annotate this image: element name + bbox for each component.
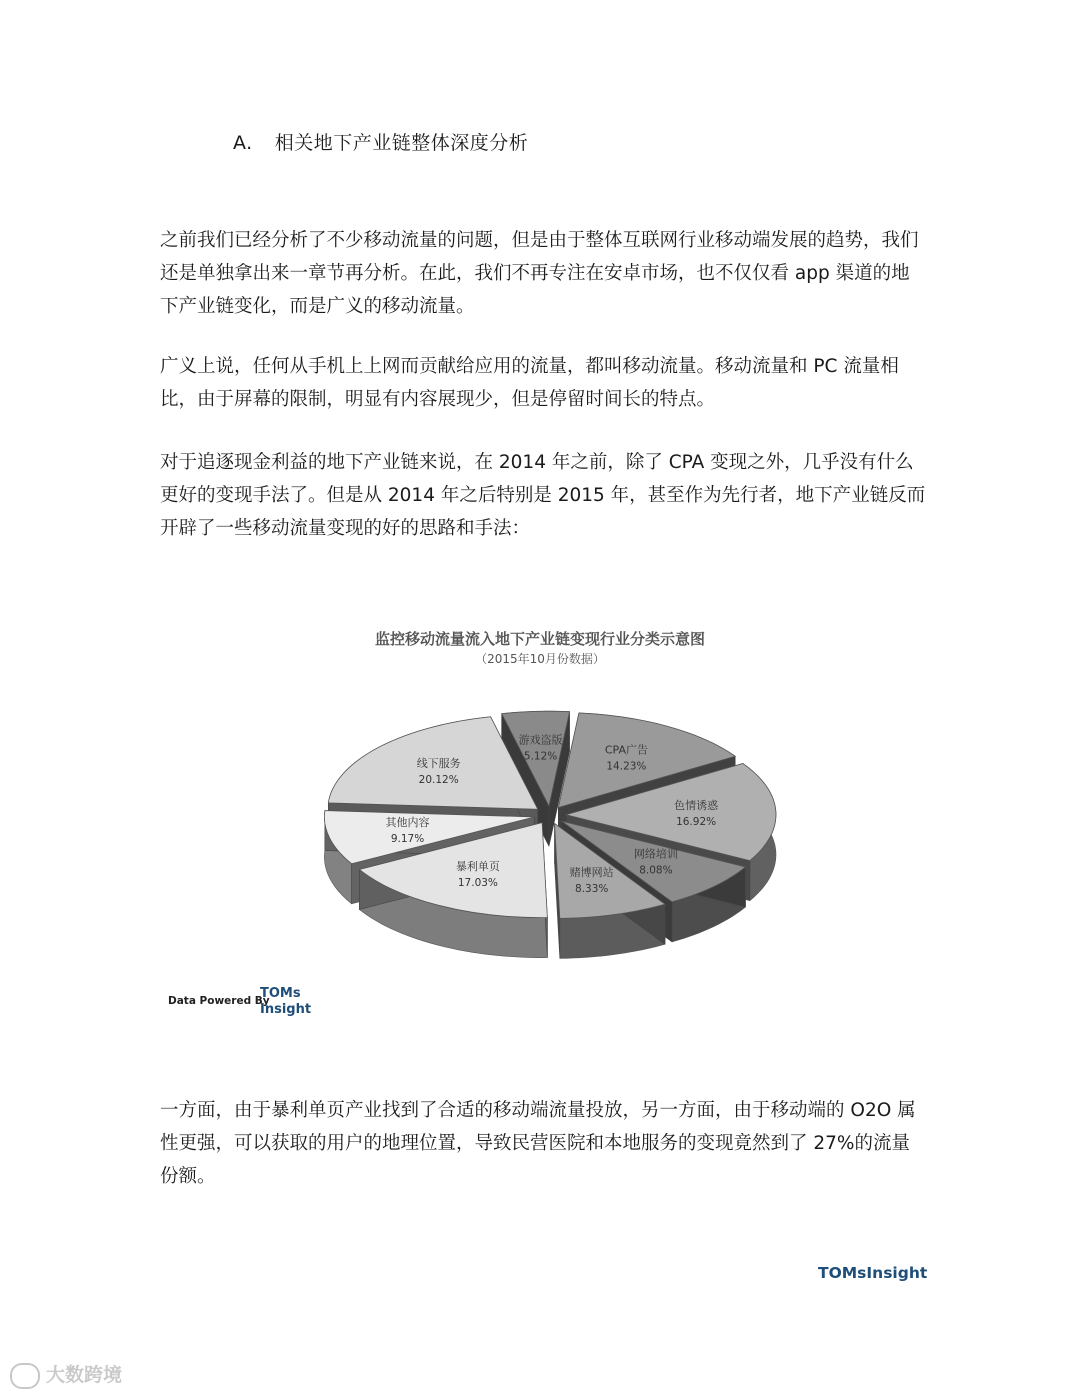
pie-slice-value: 5.12% <box>523 750 558 763</box>
paragraph-line: 还是单独拿出来一章节再分析。在此，我们不再专注在安卓市场，也不仅仅看 app 渠道的地 <box>160 263 910 284</box>
paragraph-line: 广义上说，任何从手机上上网而贡献给应用的流量，都叫移动流量。移动流量和 PC 流量相 <box>160 356 899 377</box>
paragraph-line: 更好的变现手法了。但是从 2014 年之后特别是 2015 年，甚至作为先行者，地下产业链反而 <box>160 485 926 506</box>
pie-slice-value: 20.12% <box>418 774 459 787</box>
chart-subtitle: （2015年10月份数据） <box>475 652 605 666</box>
paragraph-line: 开辟了一些移动流量变现的好的思路和手法： <box>160 518 531 539</box>
toms-insight-logo <box>260 986 311 1018</box>
paragraph-line: 性更强，可以获取的用户的地理位置，导致民营医院和本地服务的变现竟然到了 27%的流量 <box>160 1133 911 1154</box>
paragraph-line: 份额。 <box>160 1166 216 1187</box>
paragraph-3 <box>160 446 930 545</box>
pie-slice-label: 线下服务 <box>416 757 461 771</box>
paragraph-line: 对于追逐现金利益的地下产业链来说，在 2014 年之前，除了 CPA 变现之外，几乎没有什么 <box>160 452 914 473</box>
pie-slice-label: CPA广告 <box>604 743 648 757</box>
data-credit-label: Data Powered By <box>168 995 270 1007</box>
section-heading-text: 相关地下产业链整体深度分析 <box>274 132 529 154</box>
watermark <box>10 1360 122 1389</box>
pie-slice-label: 赌博网站 <box>569 865 614 879</box>
paragraph-2 <box>160 350 930 416</box>
paragraph-4 <box>160 1094 930 1193</box>
pie-slice-value: 14.23% <box>606 760 647 773</box>
pie-slice-value: 9.17% <box>390 833 425 845</box>
pie-slice-label: 暴利单页 <box>455 859 500 873</box>
paragraph-line: 下产业链变化，而是广义的移动流量。 <box>160 296 475 317</box>
pie-slice-label: 其他内容 <box>385 816 430 829</box>
paragraph-line: 一方面，由于暴利单页产业找到了合适的移动端流量投放，另一方面，由于移动端的 O2O 属 <box>160 1100 916 1121</box>
pie-slice-value: 8.33% <box>575 882 609 895</box>
pie-slice-value: 17.03% <box>457 876 498 889</box>
footer-brand: TOMsInsight <box>818 1264 928 1282</box>
pie-slice-label: 色情诱惑 <box>674 798 719 812</box>
pie-slice-value: 8.08% <box>639 864 673 877</box>
logo-line-2: Insight <box>260 1002 312 1017</box>
pie-slice-label: 网络培训 <box>633 847 678 861</box>
section-heading <box>233 128 528 155</box>
pie-chart <box>320 705 780 975</box>
chart-title: 监控移动流量流入地下产业链变现行业分类示意图 <box>374 630 705 648</box>
pie-slice-value: 16.92% <box>676 815 717 828</box>
paragraph-1 <box>160 224 930 323</box>
logo-line-1: TOMs <box>260 986 301 1001</box>
section-letter: A. <box>233 132 253 154</box>
paragraph-line: 之前我们已经分析了不少移动流量的问题，但是由于整体互联网行业移动端发展的趋势，我们 <box>160 230 919 251</box>
pie-slice-label: 游戏盗版 <box>518 733 563 747</box>
watermark-text: 大数跨境 <box>46 1364 123 1386</box>
watermark-logo-icon <box>10 1363 40 1389</box>
paragraph-line: 比，由于屏幕的限制，明显有内容展现少，但是停留时间长的特点。 <box>160 389 716 410</box>
